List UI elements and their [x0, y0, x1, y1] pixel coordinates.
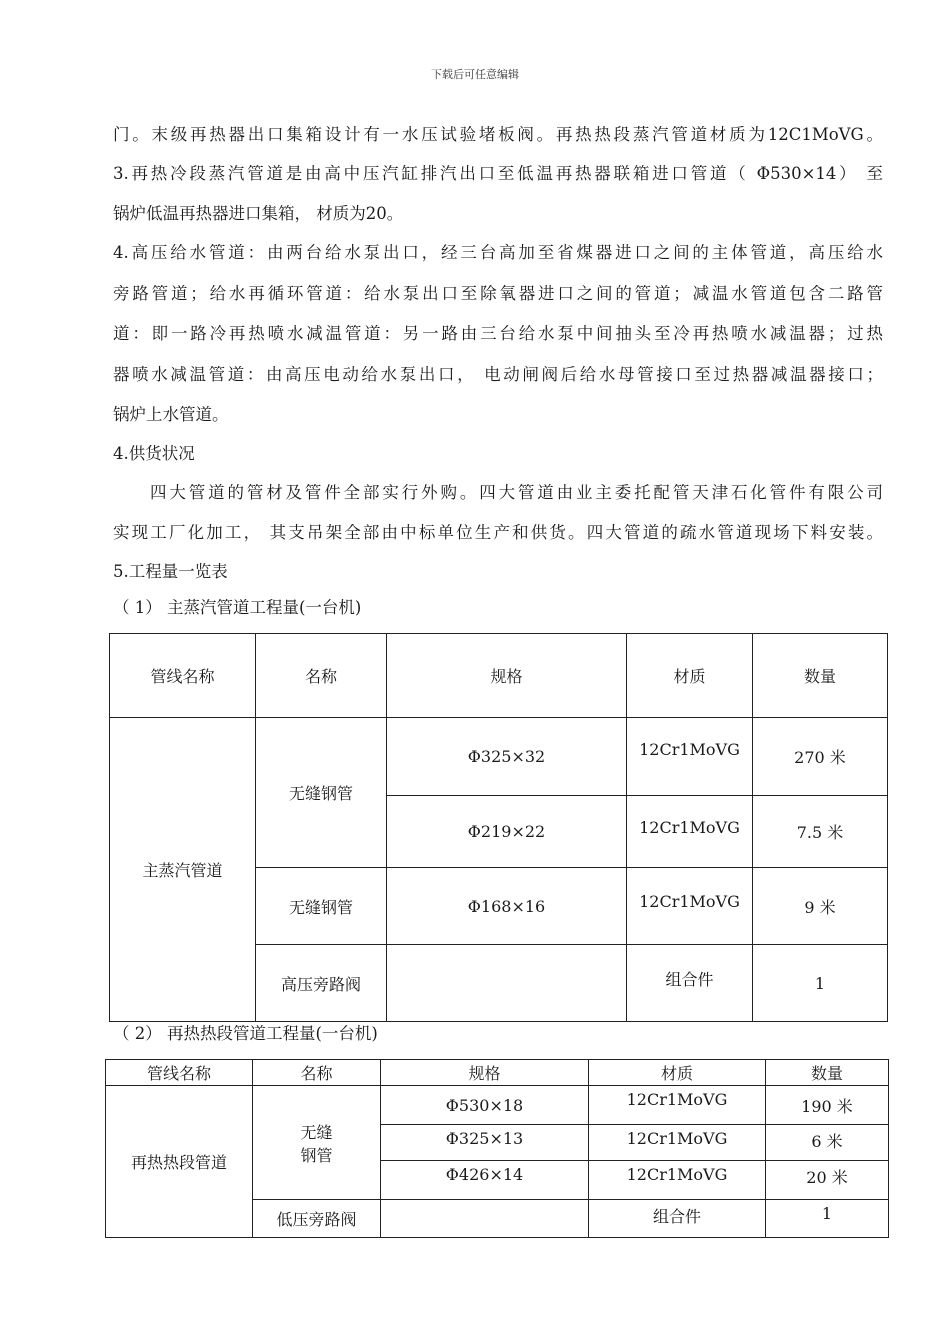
paragraph-line: 四大管道的管材及管件全部实行外购。四大管道由业主委托配管天津石化管件有限公司 [150, 483, 883, 502]
material-cell: 12Cr1MoVG [589, 1125, 766, 1161]
main-steam-quantity-table [109, 633, 888, 1022]
quantity-cell: 9 米 [753, 868, 888, 945]
quantity-cell: 6 米 [766, 1125, 889, 1161]
spec-cell: Φ219×22 [387, 796, 627, 868]
header-cell: 数量 [753, 634, 888, 718]
item-name-cell: 低压旁路阀 [253, 1200, 381, 1238]
spec-cell: Φ530×18 [381, 1086, 589, 1125]
item-name-cell: 无缝钢管 [256, 718, 387, 868]
item-name-cell [253, 1086, 381, 1200]
reheat-hot-quantity-table [105, 1059, 889, 1238]
header-cell: 名称 [256, 634, 387, 718]
quantity-cell: 190 米 [766, 1086, 889, 1125]
header-cell: 管线名称 [110, 634, 256, 718]
table-row [110, 718, 888, 796]
material-cell: 组合件 [627, 945, 753, 1022]
paragraph-line: 锅炉低温再热器进口集箱， 材质为20。 [113, 204, 404, 223]
item-name-cell: 高压旁路阀 [256, 945, 387, 1022]
quantity-cell: 1 [766, 1200, 889, 1238]
spec-cell: Φ168×16 [387, 868, 627, 945]
table-row [106, 1086, 889, 1125]
material-cell: 12Cr1MoVG [627, 796, 753, 868]
section-heading: 4.供货状况 [113, 444, 195, 463]
material-cell: 12Cr1MoVG [627, 718, 753, 796]
item-name-cell: 无缝钢管 [256, 868, 387, 945]
page-header-note: 下载后可任意编辑 [431, 68, 519, 81]
material-cell: 12Cr1MoVG [589, 1086, 766, 1125]
table-caption: （ 2） 再热热段管道工程量(一台机) [113, 1024, 378, 1043]
paragraph-line: 旁路管道；给水再循环管道：给水泵出口至除氧器进口之间的管道；减温水管道包含二路管 [113, 284, 883, 303]
pipeline-name-cell: 再热热段管道 [106, 1086, 253, 1238]
quantity-cell: 7.5 米 [753, 796, 888, 868]
spec-cell: Φ325×32 [387, 718, 627, 796]
material-cell: 组合件 [589, 1200, 766, 1238]
header-cell: 材质 [589, 1060, 766, 1086]
table-header-row [106, 1060, 889, 1086]
spec-cell: Φ426×14 [381, 1161, 589, 1200]
spec-cell: Φ325×13 [381, 1125, 589, 1161]
header-cell: 名称 [253, 1060, 381, 1086]
header-cell: 管线名称 [106, 1060, 253, 1086]
paragraph-line: 门。末级再热器出口集箱设计有一水压试验堵板阀。再热热段蒸汽管道材质为12C1MoVG。 [113, 125, 883, 144]
header-cell: 材质 [627, 634, 753, 718]
item-name-line: 钢管 [300, 1145, 333, 1165]
section-heading: 5.工程量一览表 [113, 562, 228, 581]
spec-cell [381, 1200, 589, 1238]
quantity-cell: 20 米 [766, 1161, 889, 1200]
header-cell: 数量 [766, 1060, 889, 1086]
paragraph-line: 锅炉上水管道。 [113, 405, 229, 424]
spec-cell [387, 945, 627, 1022]
paragraph-line: 3.再热冷段蒸汽管道是由高中压汽缸排汽出口至低温再热器联箱进口管道（ Φ530×14） 至 [113, 164, 883, 183]
item-name-line: 无缝 [300, 1122, 333, 1142]
quantity-cell: 1 [753, 945, 888, 1022]
material-cell: 12Cr1MoVG [627, 868, 753, 945]
header-cell: 规格 [381, 1060, 589, 1086]
material-cell: 12Cr1MoVG [589, 1161, 766, 1200]
paragraph-line: 4.高压给水管道：由两台给水泵出口，经三台高加至省煤器进口之间的主体管道，高压给水 [113, 243, 883, 262]
paragraph-line: 实现工厂化加工， 其支吊架全部由中标单位生产和供货。四大管道的疏水管道现场下料安装。 [113, 523, 883, 542]
quantity-cell: 270 米 [753, 718, 888, 796]
header-cell: 规格 [387, 634, 627, 718]
pipeline-name-cell: 主蒸汽管道 [110, 718, 256, 1022]
table-caption: （ 1） 主蒸汽管道工程量(一台机) [113, 598, 362, 617]
table-header-row [110, 634, 888, 718]
paragraph-line: 器喷水减温管道：由高压电动给水泵出口， 电动闸阀后给水母管接口至过热器减温器接口； [113, 365, 883, 384]
paragraph-line: 道：即一路冷再热喷水减温管道：另一路由三台给水泵中间抽头至冷再热喷水减温器；过热 [113, 324, 883, 343]
